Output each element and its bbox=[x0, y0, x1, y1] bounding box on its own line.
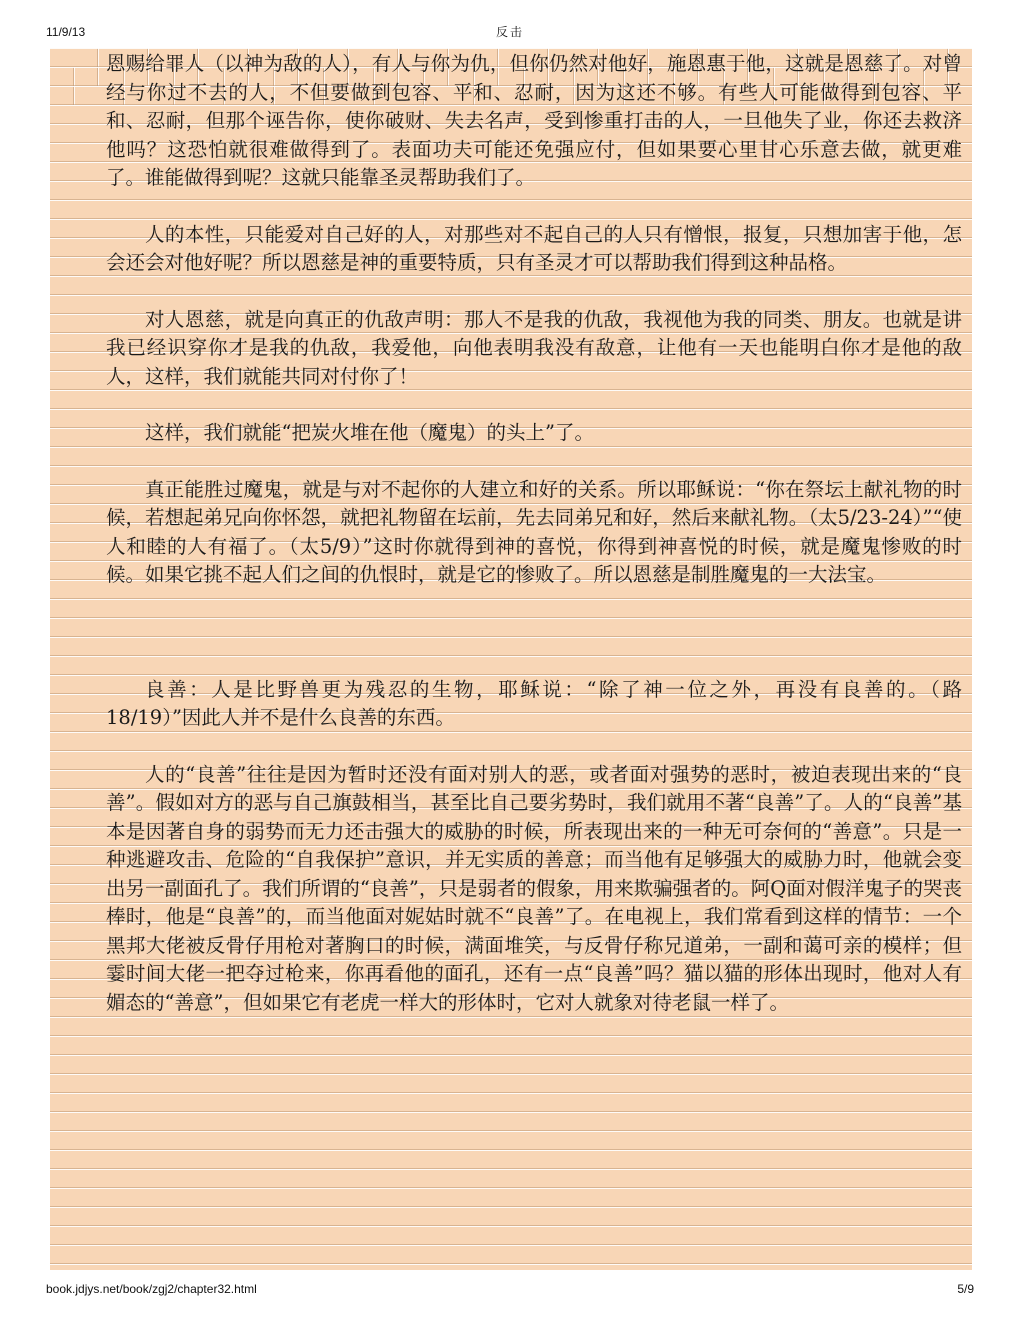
paragraph-gap bbox=[106, 193, 962, 221]
paragraph-6: 良善：人是比野兽更为残忍的生物，耶稣说：“除了神一位之外，再没有良善的。（路18/19）”因此人并不是什么良善的东西。 bbox=[106, 677, 962, 729]
paragraph-gap bbox=[106, 278, 962, 306]
paragraph-5: 真正能胜过魔鬼，就是与对不起你的人建立和好的关系。所以耶稣说：“你在祭坛上献礼物的时候，若想起弟兄向你怀怨，就把礼物留在坛前，先去同弟兄和好，然后来献礼物。（太5/23-24）”“使人和睦的人有福了。（太5/9）”这时你就得到神的喜悦，你得到神喜悦的时候，就是魔鬼惨败的时候。如果它挑不起人们之间的仇恨时，就是它的惨败了。所以恩慈是制胜魔鬼的一大法宝。 bbox=[106, 477, 962, 586]
paragraph-2: 人的本性，只能爱对自己好的人，对那些对不起自己的人只有憎恨，报复，只想加害于他，怎会还会对他好呢？所以恩慈是神的重要特质，只有圣灵才可以帮助我们得到这种品格。 bbox=[106, 222, 962, 274]
paragraph-1: 恩赐给罪人（以神为敌的人），有人与你为仇，但你仍然对他好，施恩惠于他，这就是恩慈了。对曾经与你过不去的人，不但要做到包容、平和、忍耐，因为这还不够。有些人可能做得到包容、平和、忍耐，但那个诬告你，使你破财、失去名声，受到惨重打击的人，一旦他失了业，你还去救济他吗？这恐怕就很难做得到了。表面功夫可能还免强应付，但如果要心里甘心乐意去做，就更难了。谁能做得到呢？这就只能靠圣灵帮助我们了。 bbox=[106, 52, 962, 189]
footer-url: book.jdjys.net/book/zgj2/chapter32.html bbox=[46, 1282, 257, 1296]
paragraph-7: 人的“良善”往往是因为暂时还没有面对别人的恶，或者面对强势的恶时，被迫表现出来的“良善”。假如对方的恶与自己旗鼓相当，甚至比自己要劣势时，我们就用不著“良善”了。人的“良善”基本是因著自身的弱势而无力还击强大的威胁的时候，所表现出来的一种无可奈何的“善意”。只是一种逃避攻击、危险的“自我保护”意识，并无实质的善意；而当他有足够强大的威胁力时，他就会变出另一副面孔了。我们所谓的“良善”，只是弱者的假象，用来欺骗强者的。阿Q面对假洋鬼子的哭丧棒时，他是“良善”的，而当他面对妮姑时就不“良善”了。在电视上，我们常看到这样的情节：一个黑邦大佬被反骨仔用枪对著胸口的时候，满面堆笑，与反骨仔称兄道弟，一副和蔼可亲的模样；但霎时间大佬一把夺过枪来，你再看他的面孔，还有一点“良善”吗？猫以猫的形体出现时，他对人有媚态的“善意”，但如果它有老虎一样大的形体时，它对人就象对待老鼠一样了。 bbox=[106, 762, 962, 1014]
header-title: 反击 bbox=[495, 25, 524, 39]
footer-page-number: 5/9 bbox=[957, 1282, 974, 1296]
article-body bbox=[106, 50, 962, 1017]
paragraph-gap bbox=[106, 448, 962, 476]
paragraph-4: 这样，我们就能“把炭火堆在他（魔鬼）的头上”了。 bbox=[145, 421, 594, 444]
paragraph-3: 对人恩慈，就是向真正的仇敌声明：那人不是我的仇敌，我视他为我的同类、朋友。也就是讲我已经识穿你才是我的仇敌，我爱他，向他表明我没有敌意，让他有一天也能明白你才是他的敌人，这样，我们就能共同对付你了！ bbox=[106, 307, 962, 388]
brick-background-content bbox=[50, 48, 972, 1270]
paragraph-gap bbox=[106, 391, 962, 419]
paragraph-gap bbox=[106, 733, 962, 761]
header-date: 11/9/13 bbox=[46, 25, 86, 39]
section-gap bbox=[106, 590, 962, 676]
